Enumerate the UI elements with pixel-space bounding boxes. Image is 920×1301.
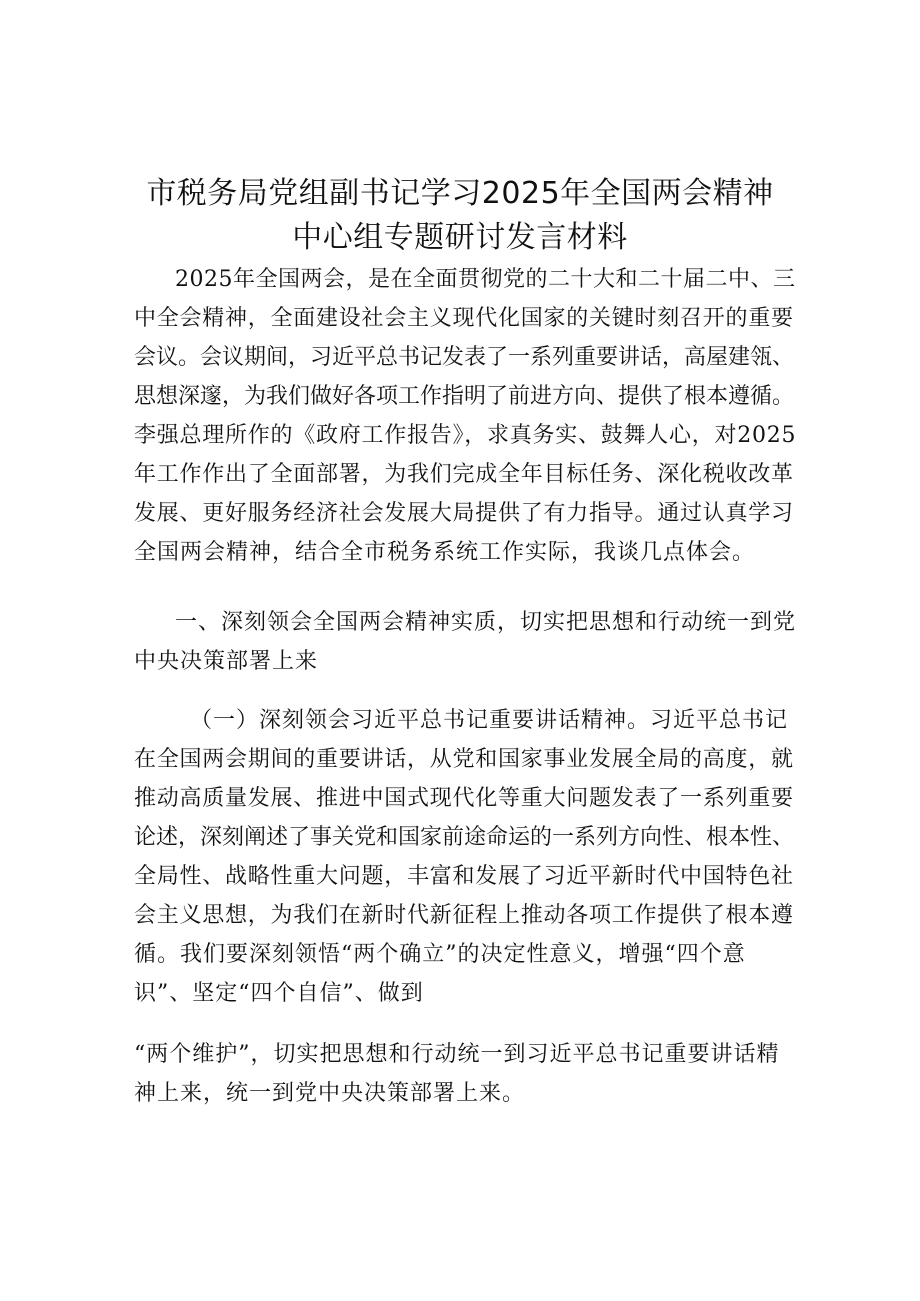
- body-line: 全国两会精神，结合全市税务系统工作实际，我谈几点体会。: [134, 540, 756, 565]
- body-line: 李强总理所作的《政府工作报告》，求真务实、鼓舞人心，对2025: [134, 423, 797, 448]
- body-line: 推动高质量发展、推进中国式现代化等重大问题发表了一系列重要: [134, 786, 794, 811]
- body-line: 识”、坚定“四个自信”、做到: [134, 981, 424, 1006]
- title-line-2: 中心组专题研讨发言材料: [292, 220, 628, 255]
- body-line: 在全国两会期间的重要讲话，从党和国家事业发展全局的高度，就: [134, 747, 794, 772]
- body-line: 神上来，统一到党中央决策部署上来。: [134, 1081, 526, 1106]
- body-line: 思想深邃，为我们做好各项工作指明了前进方向、提供了根本遵循。: [134, 384, 795, 409]
- body-line: 全局性、战略性重大问题，丰富和发展了习近平新时代中国特色社: [134, 864, 794, 889]
- body-line: 会议。会议期间，习近平总书记发表了一系列重要讲话，高屋建瓴、: [134, 345, 795, 370]
- body-line: 2025年全国两会，是在全面贯彻党的二十大和二十届二中、三: [175, 267, 796, 292]
- body-line: 论述，深刻阐述了事关党和国家前途命运的一系列方向性、根本性、: [134, 825, 795, 850]
- body-line: 会主义思想，为我们在新时代新征程上推动各项工作提供了根本遵: [134, 903, 794, 928]
- body-line: 中全会精神，全面建设社会主义现代化国家的关键时刻召开的重要: [134, 306, 794, 331]
- section-heading-line: 中央决策部署上来: [134, 649, 319, 674]
- title-line-1: 市税务局党组副书记学习2025年全国两会精神: [146, 176, 774, 211]
- body-line: 年工作作出了全面部署，为我们完成全年目标任务、深化税收改革: [134, 462, 794, 487]
- body-line: 发展、更好服务经济社会发展大局提供了有力指导。通过认真学习: [134, 501, 794, 526]
- section-heading-line: 一、深刻领会全国两会精神实质，切实把思想和行动统一到党: [175, 610, 797, 635]
- body-line: “两个维护”，切实把思想和行动统一到习近平总书记重要讲话精: [134, 1042, 780, 1067]
- body-line: 循。我们要深刻领悟“两个确立”的决定性意义，增强“四个意: [134, 942, 746, 967]
- body-line: （一）深刻领会习近平总书记重要讲话精神。习近平总书记: [190, 708, 789, 733]
